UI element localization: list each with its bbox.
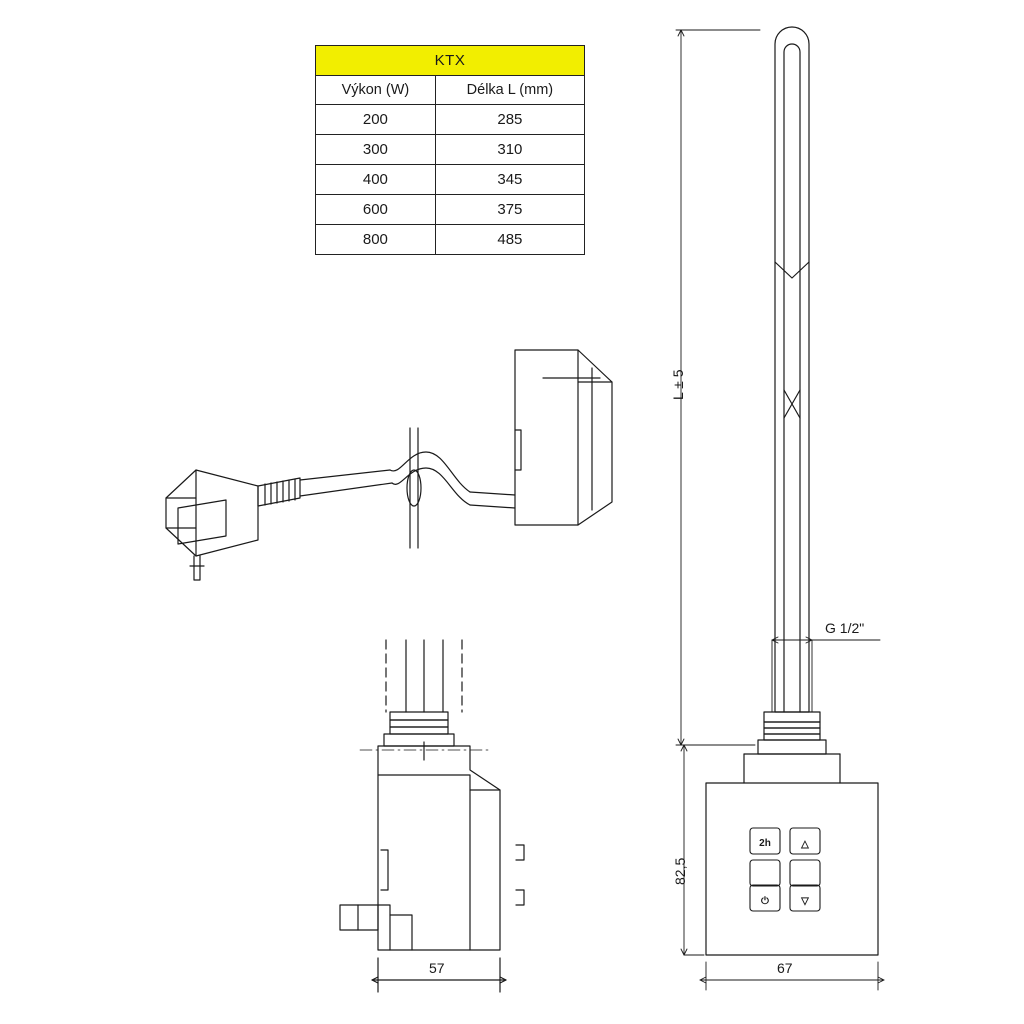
cell-power: 800 [316,225,436,255]
key-up-label: △ [801,839,809,850]
key-down-label: ▽ [801,896,809,907]
column-header-power: Výkon (W) [316,76,436,105]
dimension-label-thread: G 1/2" [825,620,865,636]
key-power-label: ⏻ [761,896,769,907]
dimension-label-width-side: 57 [429,960,445,976]
heating-element-front-view [706,27,878,955]
cell-length: 285 [435,105,584,135]
cell-length: 375 [435,195,584,225]
cell-length: 485 [435,225,584,255]
cell-length: 310 [435,135,584,165]
key-timer-label: 2h [759,838,771,849]
dimension-label-width-front: 67 [777,960,793,976]
column-header-length: Délka L (mm) [435,76,584,105]
dimension-label-length: L ± 5 [670,369,686,400]
table-title: KTX [316,46,585,76]
dimension-label-height: 82,5 [672,857,688,885]
controller-side-view [340,640,524,992]
cell-length: 345 [435,165,584,195]
plug-and-cable-view [166,350,612,580]
cell-power: 200 [316,105,436,135]
cell-power: 600 [316,195,436,225]
cell-power: 400 [316,165,436,195]
cell-power: 300 [316,135,436,165]
